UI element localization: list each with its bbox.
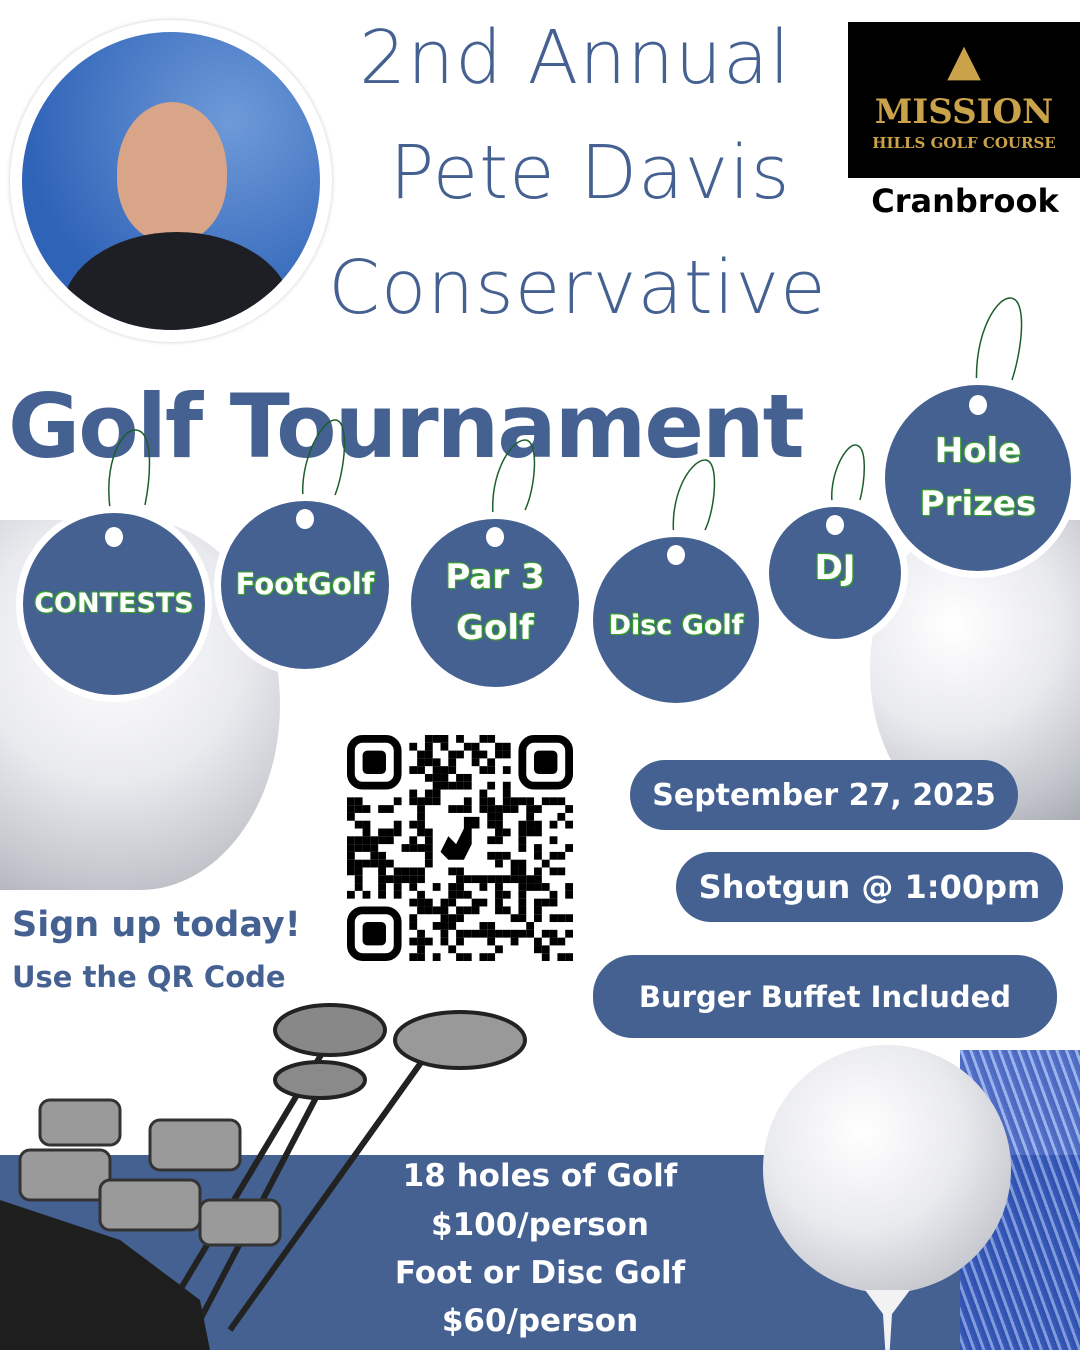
title-line-1: 2nd Annual	[359, 15, 791, 101]
tag-disc-golf: Disc Golf	[586, 530, 766, 710]
signup-qr-code[interactable]	[347, 735, 573, 961]
signup-heading: Sign up today!	[12, 905, 301, 945]
tag-footgolf: FootGolf	[214, 494, 396, 676]
title-line-4: Golf Tournament	[8, 375, 803, 478]
mountain-tree-icon: ▲	[947, 35, 981, 86]
pricing-golf-price: $100/person	[431, 1207, 649, 1243]
logo-location: Cranbrook	[871, 182, 1059, 220]
title-line-2: Pete Davis	[389, 130, 791, 216]
tag-par3-golf: Par 3 Golf	[404, 512, 586, 694]
shotgun-time: Shotgun @ 1:00pm	[676, 852, 1063, 922]
tag-dj: DJ	[762, 500, 908, 646]
pricing-foot-disc-label: Foot or Disc Golf	[394, 1255, 686, 1291]
tag-hole-prizes: Hole Prizes	[878, 378, 1078, 578]
title-line-3: Conservative	[328, 245, 827, 331]
burger-buffet: Burger Buffet Included	[593, 955, 1057, 1038]
pricing-foot-disc-price: $60/person	[441, 1303, 639, 1339]
mission-hills-logo: ▲ MISSION HILLS GOLF COURSE	[848, 22, 1080, 178]
tag-contests: CONTESTS	[16, 506, 212, 702]
signup-subheading: Use the QR Code	[12, 960, 286, 994]
event-date: September 27, 2025	[630, 760, 1018, 830]
pricing-golf-label: 18 holes of Golf	[402, 1158, 678, 1194]
